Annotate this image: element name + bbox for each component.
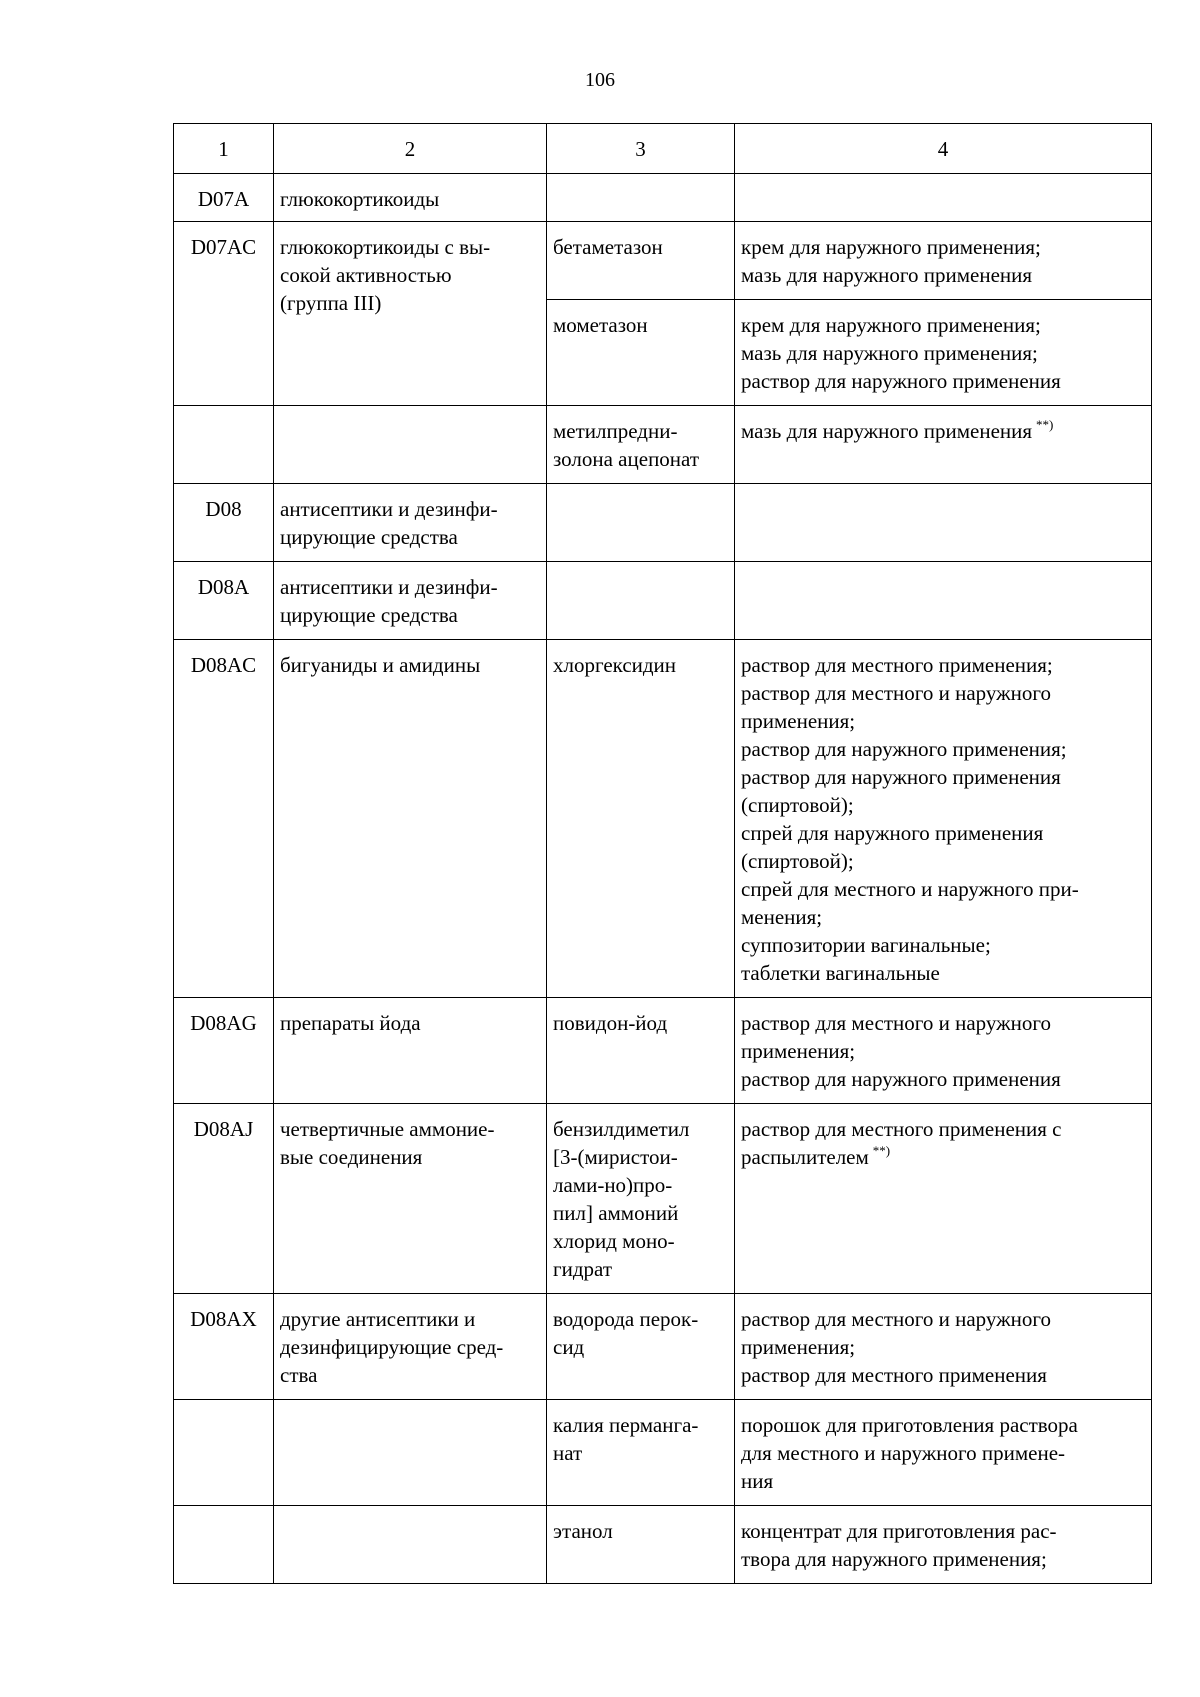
group-name-cell: глюкокортикоиды: [274, 174, 547, 222]
dosage-forms-cell: раствор для местного и наружного применения; раствор для местного применения: [735, 1294, 1152, 1400]
atc-code-cell: D08AG: [174, 998, 274, 1104]
drug-name-cell: бетаметазон: [547, 222, 735, 300]
drug-name-cell: метилпредни- золона ацепонат: [547, 406, 735, 484]
dosage-forms-text: раствор для местного применения с распылителем: [741, 1117, 1062, 1169]
group-name-cell: [274, 406, 547, 484]
atc-code-cell: [174, 406, 274, 484]
atc-code-cell: D07A: [174, 174, 274, 222]
dosage-forms-cell: [735, 562, 1152, 640]
group-name-cell: [274, 1506, 547, 1584]
group-name-cell: антисептики и дезинфи- цирующие средства: [274, 562, 547, 640]
dosage-forms-cell: порошок для приготовления раствора для местного и наружного примене- ния: [735, 1400, 1152, 1506]
group-name-cell: [274, 1400, 547, 1506]
dosage-forms-cell: раствор для местного применения; раствор для местного и наружного применения; раствор для наружного применения; раствор для наружного применения (спиртовой); спрей для наружного применения (спиртовой); спрей для местного и наружного при- менения; суппозитории вагинальные; таблетки вагинальные: [735, 640, 1152, 998]
atc-code-cell: [174, 1400, 274, 1506]
group-name-cell: четвертичные аммоние- вые соединения: [274, 1104, 547, 1294]
atc-code-cell: [174, 1506, 274, 1584]
header-cell: 1: [174, 124, 274, 174]
atc-code-cell: D08AC: [174, 640, 274, 998]
header-cell: 3: [547, 124, 735, 174]
drug-name-cell: повидон-йод: [547, 998, 735, 1104]
table-row: [174, 998, 1152, 1104]
table-row: [174, 1506, 1152, 1584]
drug-name-cell: хлоргексидин: [547, 640, 735, 998]
footnote-marker: **): [872, 1143, 891, 1158]
table-row: [174, 222, 1152, 300]
group-name-cell: препараты йода: [274, 998, 547, 1104]
header-cell: 2: [274, 124, 547, 174]
atc-code-cell: D08AX: [174, 1294, 274, 1400]
group-name-cell: антисептики и дезинфи- цирующие средства: [274, 484, 547, 562]
drug-name-cell: мометазон: [547, 300, 735, 406]
table-row: [174, 174, 1152, 222]
atc-code-cell: D07AC: [174, 222, 274, 406]
page-number: 106: [585, 69, 615, 91]
footnote-marker: **): [1036, 417, 1054, 432]
atc-code-cell: D08A: [174, 562, 274, 640]
table-row: [174, 406, 1152, 484]
group-name-cell: бигуаниды и амидины: [274, 640, 547, 998]
table-row: [174, 484, 1152, 562]
dosage-forms-cell: раствор для местного и наружного применения; раствор для наружного применения: [735, 998, 1152, 1104]
dosage-forms-cell: крем для наружного применения; мазь для наружного применения: [735, 222, 1152, 300]
dosage-forms-cell: концентрат для приготовления рас- твора для наружного применения;: [735, 1506, 1152, 1584]
table-row: [174, 562, 1152, 640]
drug-name-cell: [547, 174, 735, 222]
dosage-forms-cell: [735, 174, 1152, 222]
table-header-row: [174, 124, 1152, 174]
dosage-forms-cell: [735, 1104, 1152, 1294]
table-row: [174, 1294, 1152, 1400]
drug-name-cell: [547, 562, 735, 640]
dosage-forms-cell: крем для наружного применения; мазь для наружного применения; раствор для наружного применения: [735, 300, 1152, 406]
drug-classification-table: [173, 123, 1152, 1584]
dosage-forms-cell: [735, 484, 1152, 562]
atc-code-cell: D08: [174, 484, 274, 562]
drug-name-cell: водорода перок- сид: [547, 1294, 735, 1400]
drug-name-cell: этанол: [547, 1506, 735, 1584]
group-name-cell: другие антисептики и дезинфицирующие сред- ства: [274, 1294, 547, 1400]
table-row: [174, 1104, 1152, 1294]
dosage-forms-cell: [735, 406, 1152, 484]
drug-name-cell: [547, 484, 735, 562]
table-row: [174, 640, 1152, 998]
header-cell: 4: [735, 124, 1152, 174]
table-row: [174, 1400, 1152, 1506]
drug-name-cell: калия перманга- нат: [547, 1400, 735, 1506]
atc-code-cell: D08AJ: [174, 1104, 274, 1294]
group-name-cell: глюкокортикоиды с вы- сокой активностью (группа III): [274, 222, 547, 406]
dosage-forms-text: мазь для наружного применения: [741, 419, 1033, 443]
drug-name-cell: бензилдиметил [3-(миристои- лами-но)про- пил] аммоний хлорид моно- гидрат: [547, 1104, 735, 1294]
